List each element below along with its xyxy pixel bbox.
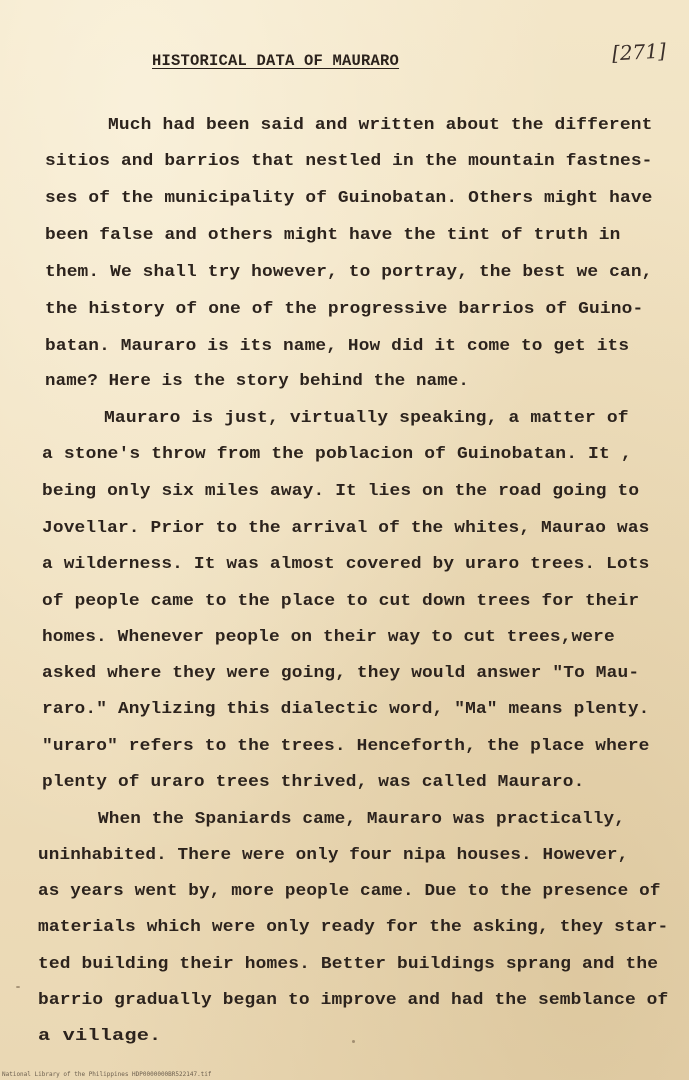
text-line: homes. Whenever people on their way to cut trees,were (42, 628, 615, 647)
text-line: been false and others might have the tint of truth in (45, 226, 621, 245)
text-line: sitios and barrios that nestled in the mountain fastnes- (45, 152, 653, 171)
text-line: the history of one of the progressive barrios of Guino- (45, 300, 644, 319)
text-line: a village. (38, 1027, 162, 1046)
text-line: a stone's throw from the poblacion of Guinobatan. It , (42, 445, 632, 464)
text-line: of people came to the place to cut down trees for their (42, 592, 640, 611)
text-line: uninhabited. There were only four nipa houses. However, (38, 846, 629, 865)
page-number: [271] (611, 38, 667, 66)
text-line: materials which were only ready for the asking, they star- (38, 918, 669, 937)
text-line: name? Here is the story behind the name. (45, 372, 470, 391)
text-line: ted building their homes. Better buildings sprang and the (38, 955, 659, 974)
text-line: Mauraro is just, virtually speaking, a matter of (104, 409, 629, 428)
text-line: plenty of uraro trees thrived, was called Mauraro. (42, 773, 585, 792)
text-line: raro." Anylizing this dialectic word, "Ma" means plenty. (42, 700, 650, 719)
text-line: batan. Mauraro is its name, How did it come to get its (45, 337, 630, 356)
text-line: "uraro" refers to the trees. Henceforth, the place where (42, 737, 650, 756)
text-line: asked where they were going, they would answer "To Mau- (42, 664, 640, 683)
text-line: a wilderness. It was almost covered by uraro trees. Lots (42, 555, 650, 574)
text-line: as years went by, more people came. Due to the presence of (38, 882, 661, 901)
ink-speck (16, 986, 20, 988)
text-line: being only six miles away. It lies on the road going to (42, 482, 640, 501)
text-line: barrio gradually began to improve and had the semblance of (38, 991, 669, 1010)
document-title: HISTORICAL DATA OF MAURARO (152, 52, 400, 70)
text-line: Much had been said and written about the different (108, 116, 653, 135)
text-line: them. We shall try however, to portray, the best we can, (45, 263, 653, 282)
archive-footer: National Library of the Philippines HDP0000000BR522147.tif (2, 1071, 212, 1078)
text-line: Jovellar. Prior to the arrival of the whites, Maurao was (42, 519, 650, 538)
text-line: When the Spaniards came, Mauraro was practically, (98, 810, 626, 829)
text-line: ses of the municipality of Guinobatan. Others might have (45, 189, 653, 208)
ink-speck (352, 1040, 355, 1043)
